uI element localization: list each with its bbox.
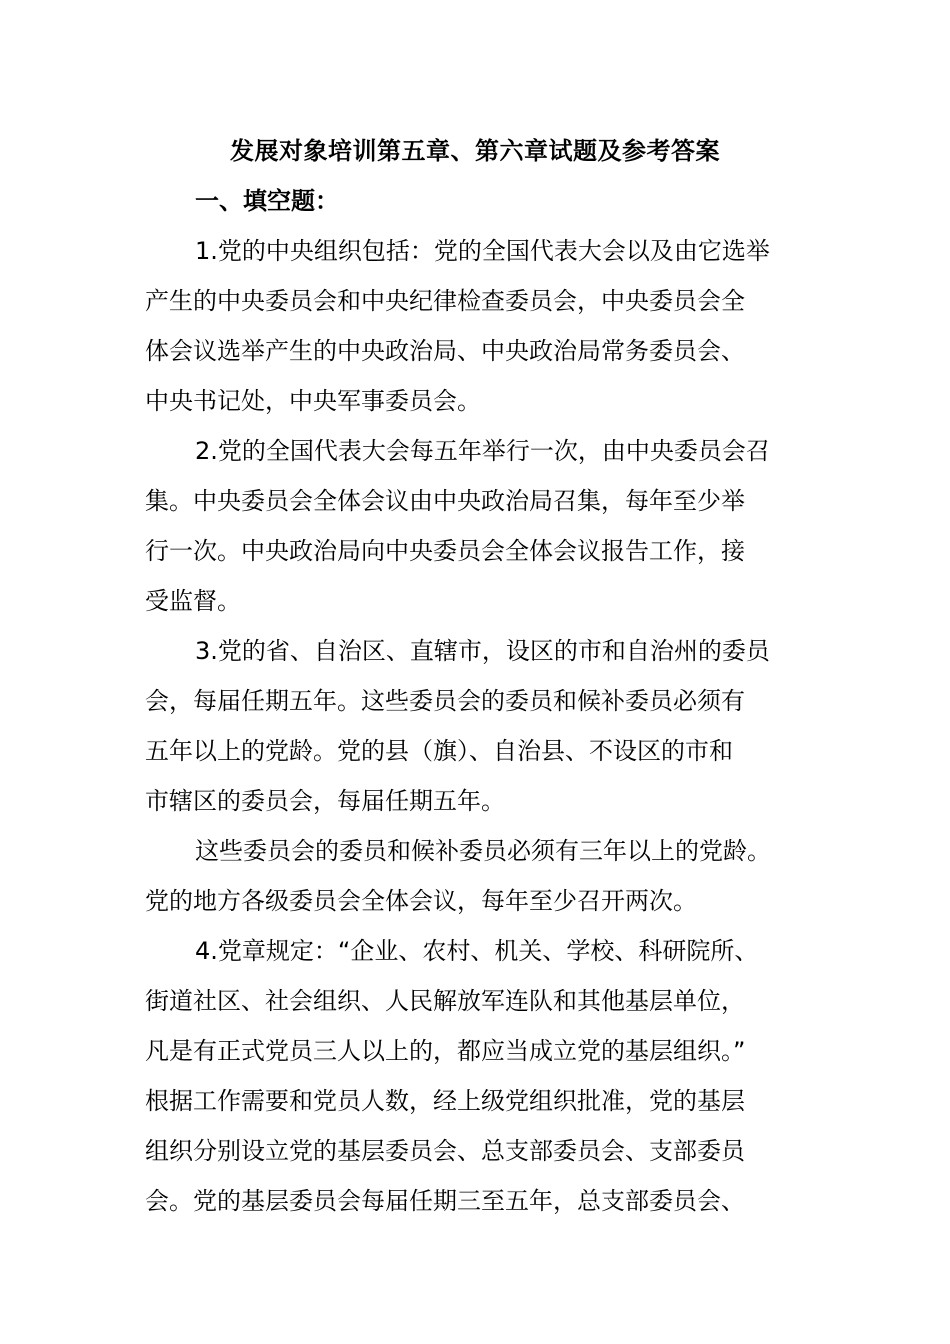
- text-line: 受监督。: [145, 587, 241, 615]
- text-line: 4.党章规定：“企业、农村、机关、学校、科研院所、: [195, 937, 759, 965]
- text-line: 会。党的基层委员会每届任期三至五年，总支部委员会、: [145, 1187, 745, 1215]
- text-line: 根据工作需要和党员人数，经上级党组织批准，党的基层: [145, 1087, 745, 1115]
- text-line: 党的地方各级委员会全体会议，每年至少召开两次。: [145, 887, 697, 915]
- text-line: 这些委员会的委员和候补委员必须有三年以上的党龄。: [195, 837, 771, 865]
- text-line: 中央书记处，中央军事委员会。: [145, 387, 481, 415]
- text-line: 3.党的省、自治区、直辖市，设区的市和自治州的委员: [195, 637, 770, 665]
- text-line: 行一次。中央政治局向中央委员会全体会议报告工作，接: [145, 537, 745, 565]
- text-line: 集。中央委员会全体会议由中央政治局召集，每年至少举: [145, 487, 745, 515]
- text-line: 1.党的中央组织包括：党的全国代表大会以及由它选举: [195, 237, 770, 265]
- text-line: 会，每届任期五年。这些委员会的委员和候补委员必须有: [145, 687, 745, 715]
- text-line: 产生的中央委员会和中央纪律检查委员会，中央委员会全: [145, 287, 745, 315]
- text-line: 市辖区的委员会，每届任期五年。: [145, 787, 505, 815]
- text-line: 凡是有正式党员三人以上的，都应当成立党的基层组织。”: [145, 1037, 746, 1065]
- text-line: 街道社区、社会组织、人民解放军连队和其他基层单位，: [145, 987, 745, 1015]
- text-line: 五年以上的党龄。党的县（旗）、自治县、不设区的市和: [145, 737, 733, 765]
- text-line: 体会议选举产生的中央政治局、中央政治局常务委员会、: [145, 337, 745, 365]
- text-line: 2.党的全国代表大会每五年举行一次，由中央委员会召: [195, 437, 770, 465]
- section-heading: 一、填空题：: [195, 187, 339, 215]
- page-title: 发展对象培训第五章、第六章试题及参考答案: [230, 137, 720, 165]
- text-line: 组织分别设立党的基层委员会、总支部委员会、支部委员: [145, 1137, 745, 1165]
